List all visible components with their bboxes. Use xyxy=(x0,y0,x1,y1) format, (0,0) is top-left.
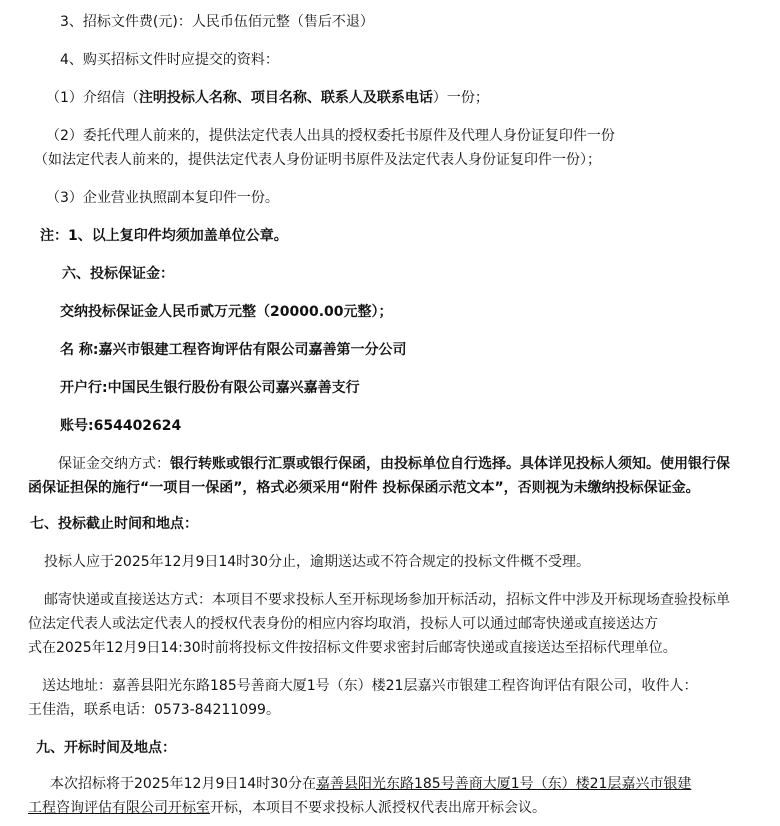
opening-line-1 xyxy=(50,774,691,794)
pay-method-bold-1: 银行转账或银行汇票或银行保函，由投标单位自行选择。具体详见投标人须知。使用银行保 xyxy=(170,456,730,472)
deadline-line: 投标人应于2025年12月9日14时30分止，逾期送达或不符合规定的投标文件概不受理。 xyxy=(44,554,590,570)
address-line-2: 王佳浩，联系电话：0573-84211099。 xyxy=(28,702,280,718)
agent-line-2: （如法定代表人前来的，提供法定代表人身份证明书原件及法定代表人身份证复印件一份）； xyxy=(34,152,601,168)
mail-line-2: 位法定代表人或法定代表人的授权代表身份的相应内容均取消，投标人可以通过邮寄快递或直接送达方 xyxy=(28,616,658,632)
address-line-1: 送达地址：嘉善县阳光东路185号善商大厦1号（东）楼21层嘉兴市银建工程咨询评估有限公司，收件人： xyxy=(42,678,698,694)
pay-method-line-1 xyxy=(58,454,730,474)
opening-venue-part1: 嘉善县阳光东路185号善商大厦1号（东）楼21层嘉兴市银建 xyxy=(315,776,692,792)
mail-line-1: 邮寄快递或直接送达方式：本项目不要求投标人至开标现场参加开标活动，招标文件中涉及开标现场查验投标单 xyxy=(44,592,730,608)
account-name-line: 名 称:嘉兴市银建工程咨询评估有限公司嘉善第一分公司 xyxy=(60,342,407,358)
section7-title: 七、投标截止时间和地点： xyxy=(30,516,198,532)
business-license-line: （3）企业营业执照副本复印件一份。 xyxy=(46,190,279,206)
fee-line: 3、招标文件费(元)：人民币伍佰元整（售后不退） xyxy=(60,14,374,30)
purchase-docs-line: 4、购买招标文件时应提交的资料： xyxy=(60,52,279,68)
deposit-amount-line: 交纳投标保证金人民币贰万元整（20000.00元整）； xyxy=(60,304,393,320)
opening-suffix: 开标，本项目不要求投标人派授权代表出席开标会议。 xyxy=(210,800,546,816)
account-number-line: 账号:654402624 xyxy=(60,418,182,434)
opening-prefix: 本次招标将于2025年12月9日14时30分在 xyxy=(50,776,316,792)
agent-line-1: （2）委托代理人前来的，提供法定代表人出具的授权委托书原件及代理人身份证复印件一份 xyxy=(46,128,615,144)
note-line: 注：1、以上复印件均须加盖单位公章。 xyxy=(40,228,288,244)
pay-method-line-2: 函保证担保的施行“一项目一保函”，格式必须采用“附件 投标保函示范文本”，否则视为未缴纳投标保证金。 xyxy=(28,480,700,496)
intro-letter-line xyxy=(46,88,489,108)
intro-letter-bold: 注明投标人名称、项目名称、联系人及联系电话 xyxy=(138,90,433,106)
pay-method-prefix: 保证金交纳方式： xyxy=(58,456,170,472)
section6-title: 六、投标保证金： xyxy=(62,266,174,282)
intro-letter-suffix: ）一份； xyxy=(432,90,489,106)
opening-venue-part2: 工程咨询评估有限公司开标室 xyxy=(28,800,210,816)
intro-letter-prefix: （1）介绍信（ xyxy=(46,90,139,106)
mail-line-3: 式在2025年12月9日14:30时前将投标文件按招标文件要求密封后邮寄快递或直接送达至招标代理单位。 xyxy=(28,640,677,656)
section9-title: 九、开标时间及地点： xyxy=(36,740,176,756)
opening-line-2 xyxy=(28,798,546,818)
bank-line: 开户行:中国民生银行股份有限公司嘉兴嘉善支行 xyxy=(60,380,360,396)
